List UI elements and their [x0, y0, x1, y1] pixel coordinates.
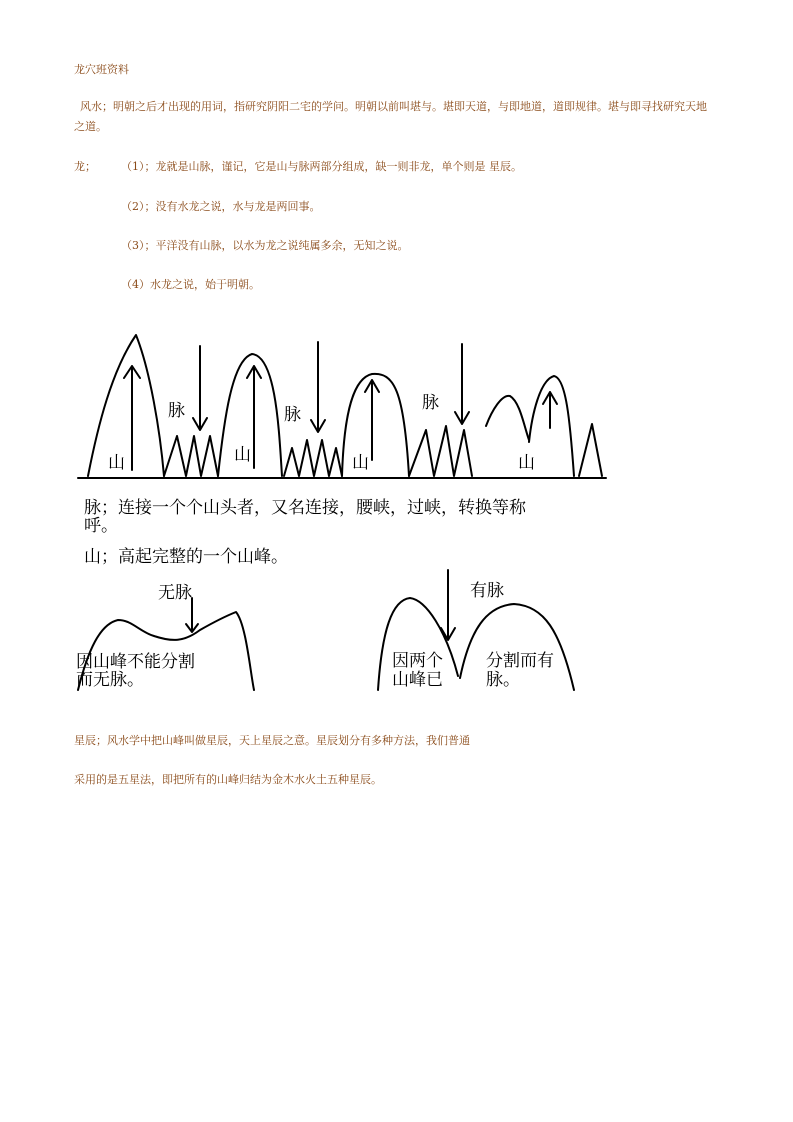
mai-label: 脉 — [284, 405, 301, 425]
document-title: 龙穴班资料 — [74, 63, 129, 76]
shan-label: 山 — [352, 453, 369, 473]
arrow-down-icon — [186, 598, 198, 632]
mountain-range-diagram — [74, 330, 614, 705]
arrow-down-icon — [441, 570, 455, 640]
mountain-peak — [88, 335, 164, 476]
arrow-down-icon — [311, 342, 325, 432]
shan-label: 山 — [234, 445, 251, 465]
mai-definition-cont: 呼。 — [84, 516, 118, 536]
shan-definition: 山；高起完整的一个山峰。 — [84, 547, 288, 567]
mai-label: 脉 — [168, 401, 185, 421]
arrow-up-icon — [124, 366, 140, 470]
arrow-up-icon — [365, 380, 379, 460]
valley-mark — [409, 426, 472, 476]
left-caption-cont: 而无脉。 — [76, 670, 144, 690]
arrow-down-icon — [193, 346, 207, 430]
point-4: （4）水龙之说，始于明朝。 — [121, 278, 260, 291]
right-caption-cont: 脉。 — [486, 670, 520, 690]
mai-definition: 脉；连接一个个山头者，又名连接，腰峡，过峡，转换等称 — [84, 498, 526, 518]
shan-label: 山 — [518, 453, 535, 473]
point-2: （2）；没有水龙之说，水与龙是两回事。 — [121, 200, 321, 213]
xingchen-line-2: 采用的是五星法，即把所有的山峰归结为金木水火土五种星辰。 — [74, 773, 382, 786]
left-caption: 因山峰不能分割 — [76, 652, 195, 672]
shan-label: 山 — [108, 453, 125, 473]
point-1: （1）；龙就是山脉，谨记，它是山与脉两部分组成，缺一则非龙，单个则是 星辰。 — [121, 160, 522, 173]
long-label: 龙； — [74, 160, 96, 173]
mountain-peak — [529, 376, 574, 476]
arrow-up-icon — [543, 392, 557, 428]
you-mai-label: 有脉 — [470, 581, 504, 601]
point-3: （3）；平洋没有山脉，以水为龙之说纯属多余，无知之说。 — [121, 239, 409, 252]
mountain-peak — [486, 396, 529, 440]
valley-mark — [579, 424, 602, 476]
mid-caption: 因两个 — [392, 651, 443, 671]
valley-mark — [284, 440, 342, 476]
arrow-down-icon — [455, 344, 469, 424]
right-caption: 分割而有 — [486, 651, 554, 671]
mid-caption-cont: 山峰已 — [392, 670, 443, 690]
wu-mai-label: 无脉 — [158, 583, 192, 603]
valley-mark — [164, 436, 218, 476]
xingchen-line-1: 星辰；风水学中把山峰叫做星辰，天上星辰之意。星辰划分有多种方法，我们普通 — [74, 734, 470, 747]
mai-label: 脉 — [422, 393, 439, 413]
fengshui-paragraph: 风水；明朝之后才出现的用词，指研究阴阳二宅的学问。明朝以前叫堪与。堪即天道，与即地道，道即规律。堪与即寻找研究天地之道。 — [74, 100, 707, 133]
